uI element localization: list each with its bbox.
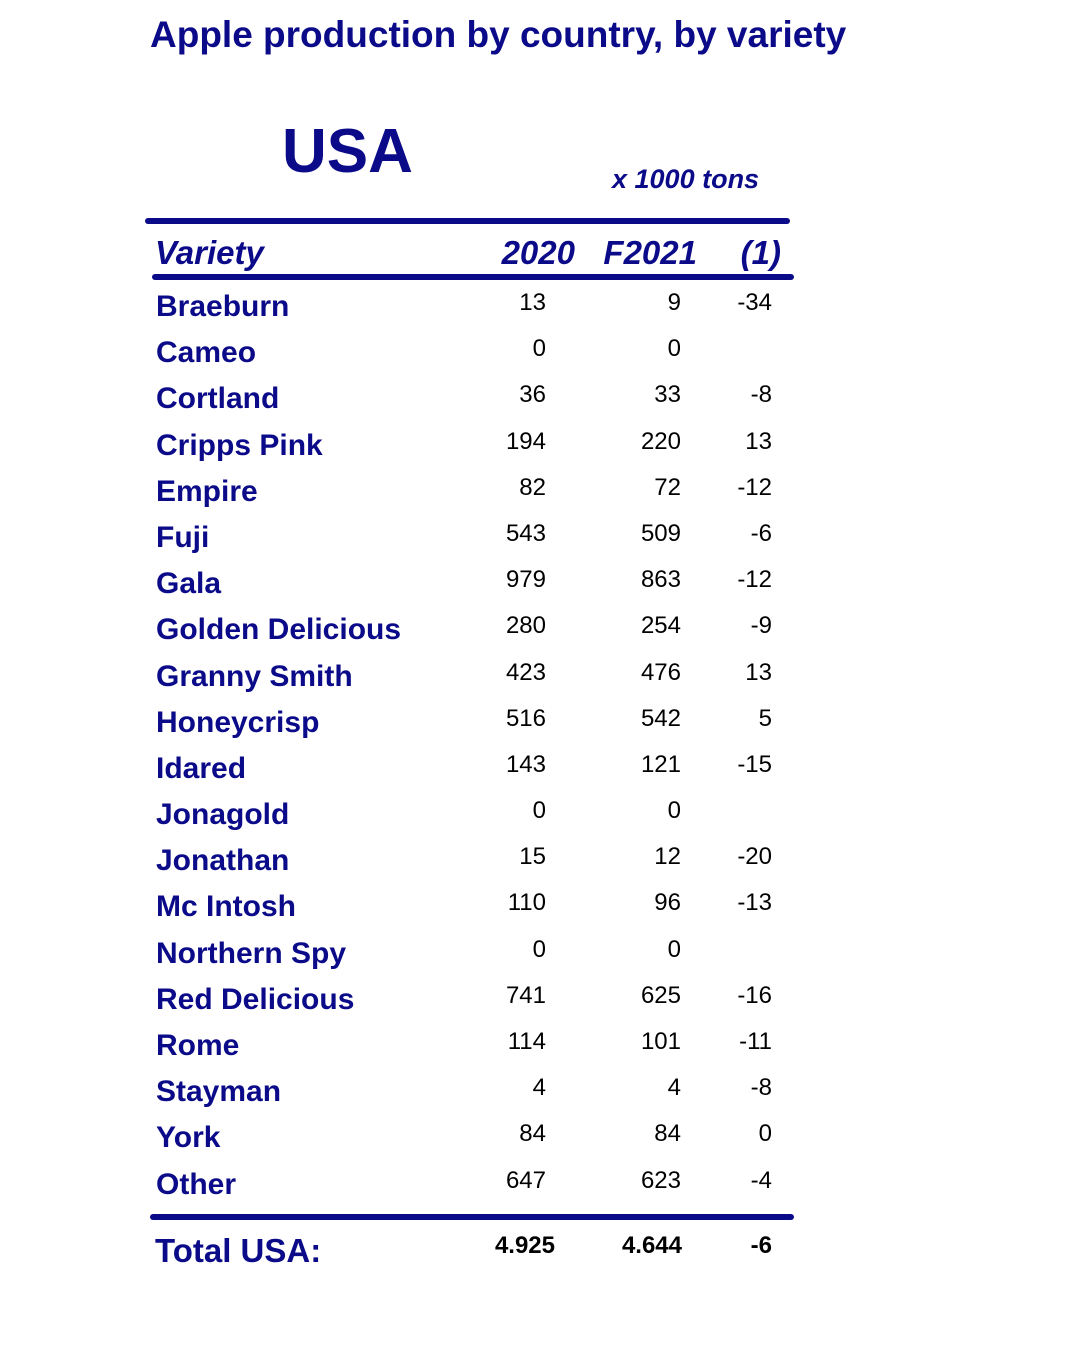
- variety-name: Mc Intosh: [156, 890, 296, 924]
- value-change: -6: [750, 519, 772, 547]
- value-2020: 114: [507, 1028, 546, 1055]
- value-f2021: 4: [667, 1074, 681, 1102]
- value-f2021: 220: [640, 427, 681, 455]
- total-divider: [150, 1214, 794, 1220]
- table-row: [0, 840, 1070, 886]
- table-row: [0, 609, 1070, 655]
- value-f2021: 0: [667, 335, 681, 363]
- value-f2021: 0: [667, 935, 681, 963]
- value-change: -15: [737, 750, 772, 778]
- value-change: -16: [737, 981, 772, 1009]
- variety-name: Rome: [156, 1029, 240, 1062]
- value-change: -13: [737, 889, 772, 917]
- value-2020: 143: [505, 750, 546, 778]
- value-2020: 0: [532, 797, 546, 825]
- value-f2021: 121: [640, 750, 681, 778]
- value-f2021: 254: [640, 612, 681, 640]
- value-2020: 82: [519, 473, 546, 501]
- table-row: [0, 425, 1070, 471]
- variety-name: Cameo: [156, 336, 257, 370]
- table-row: [0, 656, 1070, 702]
- value-f2021: 101: [640, 1028, 681, 1055]
- table-row: [0, 933, 1070, 979]
- value-2020: 280: [505, 612, 546, 640]
- value-change: 0: [758, 1120, 772, 1148]
- value-f2021: 96: [654, 889, 681, 917]
- value-f2021: 509: [640, 519, 681, 547]
- country-heading: USA: [282, 117, 413, 186]
- value-change: -8: [750, 1074, 772, 1102]
- value-f2021: 9: [667, 289, 681, 316]
- top-divider: [145, 218, 790, 224]
- header-variety: Variety: [155, 234, 264, 271]
- table-row: [0, 702, 1070, 748]
- value-2020: 0: [532, 335, 546, 363]
- variety-name: Braeburn: [156, 290, 290, 323]
- value-2020: 15: [519, 843, 546, 871]
- value-change: -12: [737, 473, 772, 501]
- table-row: [0, 378, 1070, 424]
- variety-name: Red Delicious: [156, 982, 355, 1016]
- variety-name: Honeycrisp: [156, 705, 320, 739]
- variety-name: Granny Smith: [156, 659, 353, 693]
- variety-name: Idared: [156, 751, 247, 785]
- value-change: -4: [750, 1166, 772, 1194]
- value-f2021: 542: [640, 704, 681, 732]
- value-change: -8: [750, 381, 772, 409]
- variety-name: York: [156, 1121, 221, 1155]
- value-2020: 194: [505, 427, 546, 455]
- variety-name: Cortland: [156, 382, 280, 416]
- value-2020: 979: [505, 566, 546, 594]
- value-change: 5: [758, 704, 772, 732]
- value-change: -34: [737, 289, 772, 316]
- variety-name: Cripps Pink: [156, 428, 323, 462]
- total-label: Total USA:: [155, 1232, 322, 1269]
- value-f2021: 12: [654, 843, 681, 871]
- value-f2021: 84: [654, 1120, 681, 1148]
- table-row: [0, 332, 1070, 378]
- table-row: [0, 1164, 1070, 1210]
- table-row: [0, 286, 1070, 332]
- value-f2021: 72: [654, 473, 681, 501]
- value-change: -20: [737, 843, 772, 871]
- value-f2021: 625: [640, 981, 681, 1009]
- total-f2021: 4.644: [621, 1232, 682, 1259]
- value-2020: 110: [507, 889, 546, 917]
- value-change: 13: [745, 658, 772, 686]
- value-change: -12: [737, 566, 772, 594]
- variety-name: Stayman: [156, 1075, 282, 1109]
- table-row: [0, 1025, 1070, 1071]
- page-title: Apple production by country, by variety: [150, 14, 847, 55]
- variety-name: Gala: [156, 567, 222, 601]
- variety-name: Fuji: [156, 520, 210, 554]
- value-2020: 647: [505, 1166, 546, 1194]
- variety-name: Jonathan: [156, 844, 290, 878]
- header-2020: 2020: [501, 234, 575, 271]
- header-f2021: F2021: [603, 234, 697, 271]
- total-change: -6: [750, 1232, 772, 1259]
- header-change: (1): [740, 234, 781, 271]
- table-row: [0, 979, 1070, 1025]
- variety-name: Empire: [156, 474, 258, 508]
- variety-table-body: [0, 286, 1070, 1210]
- unit-label: x 1000 tons: [612, 164, 760, 194]
- value-2020: 423: [505, 658, 546, 686]
- total-2020: 4.925: [494, 1232, 555, 1259]
- variety-name: Golden Delicious: [156, 613, 402, 647]
- value-f2021: 476: [640, 658, 681, 686]
- value-f2021: 623: [640, 1166, 681, 1194]
- header-divider: [152, 274, 794, 280]
- value-2020: 84: [519, 1120, 546, 1148]
- variety-name: Jonagold: [156, 798, 290, 832]
- variety-name: Northern Spy: [156, 936, 347, 970]
- table-row: [0, 563, 1070, 609]
- value-2020: 4: [532, 1074, 546, 1102]
- value-2020: 516: [505, 704, 546, 732]
- value-2020: 13: [519, 289, 546, 316]
- table-row: [0, 748, 1070, 794]
- table-row: [0, 886, 1070, 932]
- value-change: -9: [750, 612, 772, 640]
- value-2020: 36: [519, 381, 546, 409]
- table-row: [0, 1117, 1070, 1163]
- table-row: [0, 794, 1070, 840]
- value-f2021: 33: [654, 381, 681, 409]
- value-change: -11: [739, 1028, 772, 1055]
- value-2020: 741: [505, 981, 546, 1009]
- table-row: [0, 471, 1070, 517]
- value-2020: 0: [532, 935, 546, 963]
- table-row: [0, 517, 1070, 563]
- value-f2021: 863: [640, 566, 681, 594]
- table-row: [0, 1071, 1070, 1117]
- value-2020: 543: [505, 519, 546, 547]
- value-change: 13: [745, 427, 772, 455]
- value-f2021: 0: [667, 797, 681, 825]
- variety-name: Other: [156, 1167, 237, 1201]
